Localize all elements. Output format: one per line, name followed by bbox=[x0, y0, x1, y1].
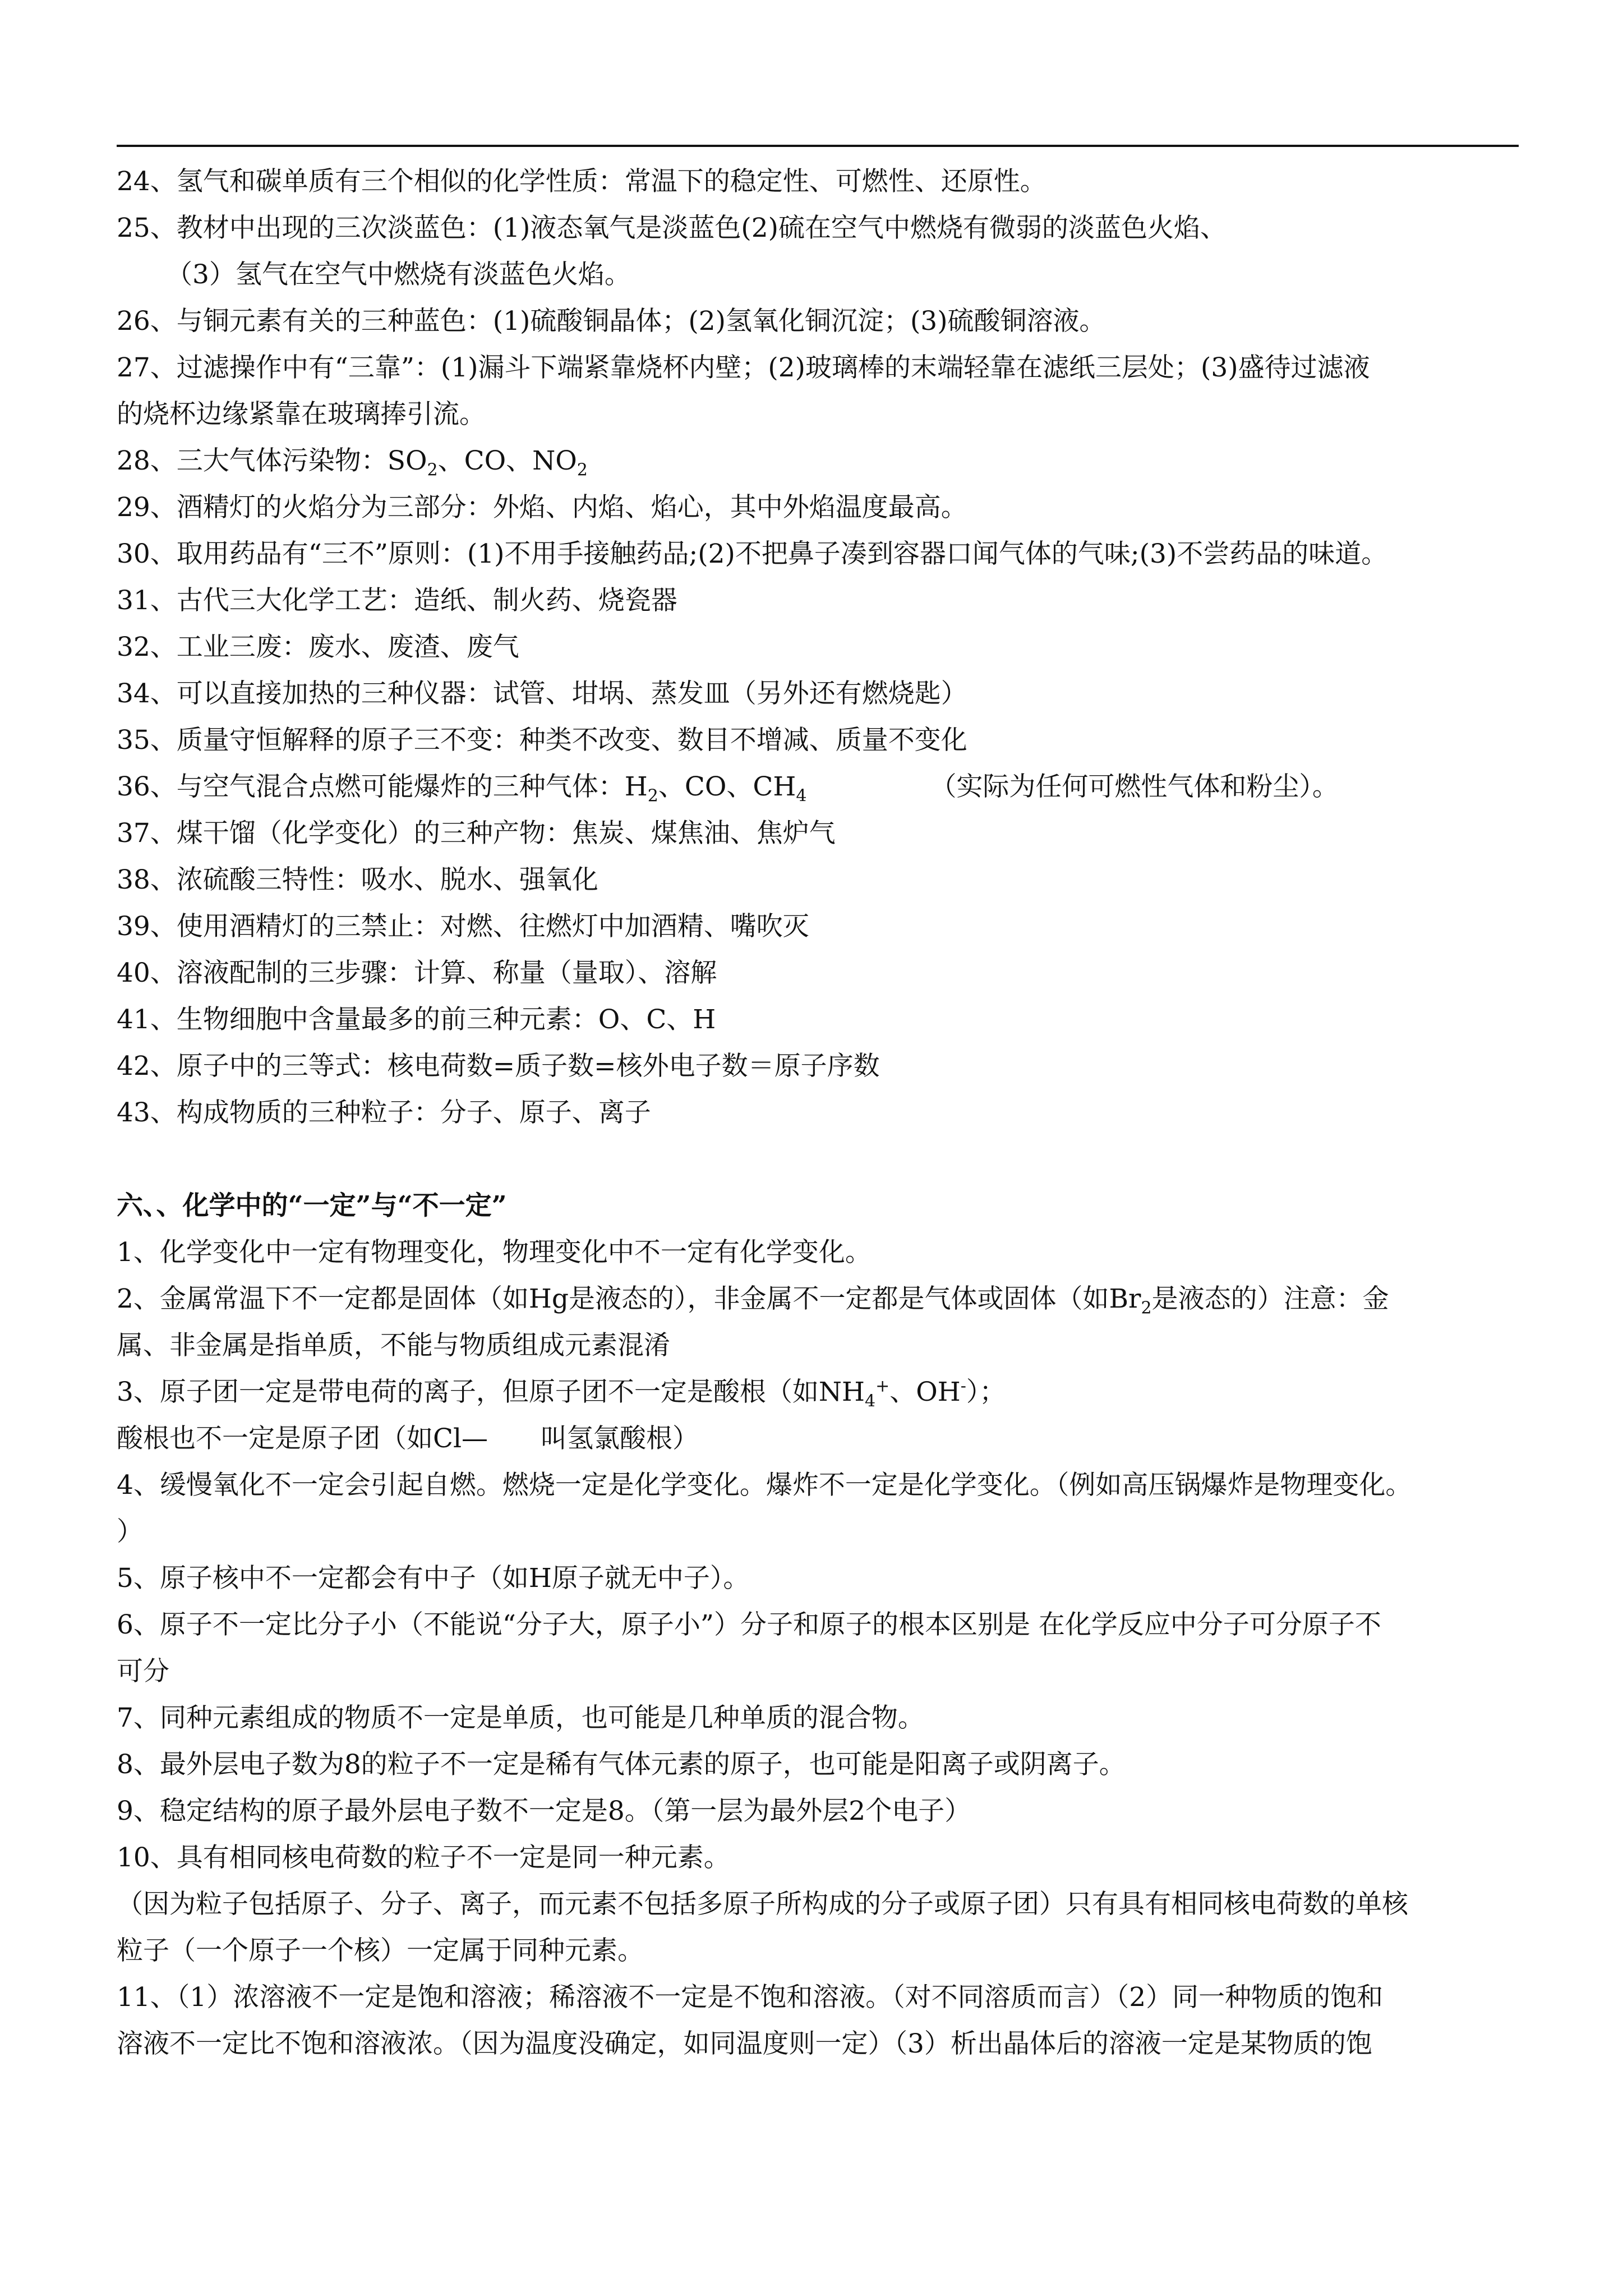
item-43: 43、构成物质的三种粒子：分子、原子、离子 bbox=[117, 1097, 651, 1128]
s6-item-3-continued: 酸根也不一定是原子团（如Cl— 叫氢氯酸根） bbox=[117, 1423, 699, 1454]
item-38: 38、浓硫酸三特性：吸水、脱水、强氧化 bbox=[117, 864, 598, 895]
s6-item-3-text: 3、原子团一定是带电荷的离子，但原子团不一定是酸根（如NH bbox=[117, 1377, 865, 1407]
item-28-text: 28、三大气体污染物：SO bbox=[117, 445, 427, 476]
s6-item-3-sub: 4 bbox=[865, 1391, 876, 1411]
s6-item-3-sup-1: + bbox=[875, 1376, 890, 1396]
s6-item-4-continued: ） bbox=[117, 1516, 143, 1547]
item-36 bbox=[117, 763, 1519, 810]
item-27-continued: 的烧杯边缘紧靠在玻璃捧引流。 bbox=[117, 399, 486, 430]
s6-item-1: 1、化学变化中一定有物理变化，物理变化中不一定有化学变化。 bbox=[117, 1237, 872, 1268]
item-29: 29、酒精灯的火焰分为三部分：外焰、内焰、焰心，其中外焰温度最高。 bbox=[117, 492, 967, 523]
item-32: 32、工业三废：废水、废渣、废气 bbox=[117, 632, 519, 662]
s6-item-3 bbox=[117, 1369, 1519, 1415]
item-25-continued: （3）氢气在空气中燃烧有淡蓝色火焰。 bbox=[166, 259, 631, 290]
item-40: 40、溶液配制的三步骤：计算、称量（量取）、溶解 bbox=[117, 958, 717, 988]
s6-item-10-note-2: 粒子（一个原子一个核）一定属于同种元素。 bbox=[117, 1935, 644, 1966]
item-28-text-mid: 、CO、NO bbox=[437, 445, 577, 476]
header-rule bbox=[117, 145, 1519, 147]
s6-item-3-sup-2: - bbox=[960, 1376, 966, 1396]
item-39: 39、使用酒精灯的三禁止：对燃、往燃灯中加酒精、嘴吹灭 bbox=[117, 911, 809, 942]
s6-item-7: 7、同种元素组成的物质不一定是单质，也可能是几种单质的混合物。 bbox=[117, 1703, 924, 1733]
item-28 bbox=[117, 438, 1519, 484]
item-25: 25、教材中出现的三次淡蓝色：(1)液态氧气是淡蓝色(2)硫在空气中燃烧有微弱的淡蓝色火焰、 bbox=[117, 213, 1227, 243]
item-28-sub-2: 2 bbox=[577, 460, 588, 480]
item-34: 34、可以直接加热的三种仪器：试管、坩埚、蒸发皿（另外还有燃烧匙） bbox=[117, 678, 967, 709]
document-body bbox=[117, 158, 1519, 2067]
s6-item-5: 5、原子核中不一定都会有中子（如H原子就无中子）。 bbox=[117, 1563, 750, 1594]
item-36-sub-1: 2 bbox=[647, 786, 658, 806]
document-page bbox=[117, 0, 1519, 2296]
item-24: 24、氢气和碳单质有三个相似的化学性质：常温下的稳定性、可燃性、还原性。 bbox=[117, 166, 1046, 197]
item-27: 27、过滤操作中有“三靠”：(1)漏斗下端紧靠烧杯内壁；(2)玻璃棒的末端轻靠在滤纸三层处；(3)盛待过滤液 bbox=[117, 352, 1370, 383]
item-41: 41、生物细胞中含量最多的前三种元素：O、C、H bbox=[117, 1004, 716, 1035]
s6-item-11-line-2: 溶液不一定比不饱和溶液浓。（因为温度没确定，如同温度则一定）（3）析出晶体后的溶液一定是某物质的饱 bbox=[117, 2028, 1372, 2059]
s6-item-8: 8、最外层电子数为8的粒子不一定是稀有气体元素的原子，也可能是阳离子或阴离子。 bbox=[117, 1749, 1126, 1780]
item-37: 37、煤干馏（化学变化）的三种产物：焦炭、煤焦油、焦炉气 bbox=[117, 818, 836, 849]
s6-item-6-continued: 可分 bbox=[117, 1656, 169, 1687]
s6-item-3-suffix: ）； bbox=[966, 1377, 1006, 1407]
item-26: 26、与铜元素有关的三种蓝色：(1)硫酸铜晶体；(2)氢氧化铜沉淀；(3)硫酸铜溶液。 bbox=[117, 306, 1106, 337]
item-35: 35、质量守恒解释的原子三不变：种类不改变、数目不增减、质量不变化 bbox=[117, 725, 967, 756]
item-36-text: 36、与空气混合点燃可能爆炸的三种气体：H bbox=[117, 771, 648, 802]
item-42: 42、原子中的三等式：核电荷数=质子数=核外电子数＝原子序数 bbox=[117, 1051, 880, 1082]
s6-item-4: 4、缓慢氧化不一定会引起自燃。燃烧一定是化学变化。爆炸不一定是化学变化。（例如高压锅爆炸是物理变化。 bbox=[117, 1470, 1412, 1501]
s6-item-2-continued: 属、非金属是指单质，不能与物质组成元素混淆 bbox=[117, 1330, 670, 1361]
s6-item-10: 10、具有相同核电荷数的粒子不一定是同一种元素。 bbox=[117, 1842, 730, 1873]
item-31: 31、古代三大化学工艺：造纸、制火药、烧瓷器 bbox=[117, 585, 677, 616]
s6-item-2 bbox=[117, 1276, 1519, 1322]
item-36-note: （实际为任何可燃性气体和粉尘）。 bbox=[930, 771, 1339, 802]
s6-item-9: 9、稳定结构的原子最外层电子数不一定是8。（第一层为最外层2个电子） bbox=[117, 1796, 971, 1826]
s6-item-11-line-1: 11、（1）浓溶液不一定是饱和溶液；稀溶液不一定是不饱和溶液。（对不同溶质而言）（2）同一种物质的饱和 bbox=[117, 1982, 1384, 2013]
s6-item-10-note-1: （因为粒子包括原子、分子、离子，而元素不包括多原子所构成的分子或原子团）只有具有相同核电荷数的单核 bbox=[117, 1889, 1408, 1920]
section-6-title: 六、、化学中的“一定”与“不一定” bbox=[117, 1190, 507, 1221]
section-spacer bbox=[117, 1136, 1519, 1182]
s6-item-2-sub: 2 bbox=[1141, 1298, 1152, 1318]
item-30: 30、取用药品有“三不”原则：(1)不用手接触药品;(2)不把鼻子凑到容器口闻气体的气味;(3)不尝药品的味道。 bbox=[117, 539, 1388, 569]
item-36-sub-2: 4 bbox=[796, 786, 807, 806]
s6-item-2-text: 2、金属常温下不一定都是固体（如Hg是液态的），非金属不一定都是气体或固体（如Br bbox=[117, 1283, 1141, 1314]
item-36-text-mid: 、CO、CH bbox=[658, 771, 796, 802]
s6-item-2-suffix: 是液态的）注意：金 bbox=[1151, 1283, 1389, 1314]
item-28-sub-1: 2 bbox=[427, 460, 438, 480]
s6-item-3-mid: 、OH bbox=[889, 1377, 961, 1407]
s6-item-6: 6、原子不一定比分子小（不能说“分子大，原子小”）分子和原子的根本区别是 在化学反应中分子可分原子不 bbox=[117, 1609, 1381, 1640]
